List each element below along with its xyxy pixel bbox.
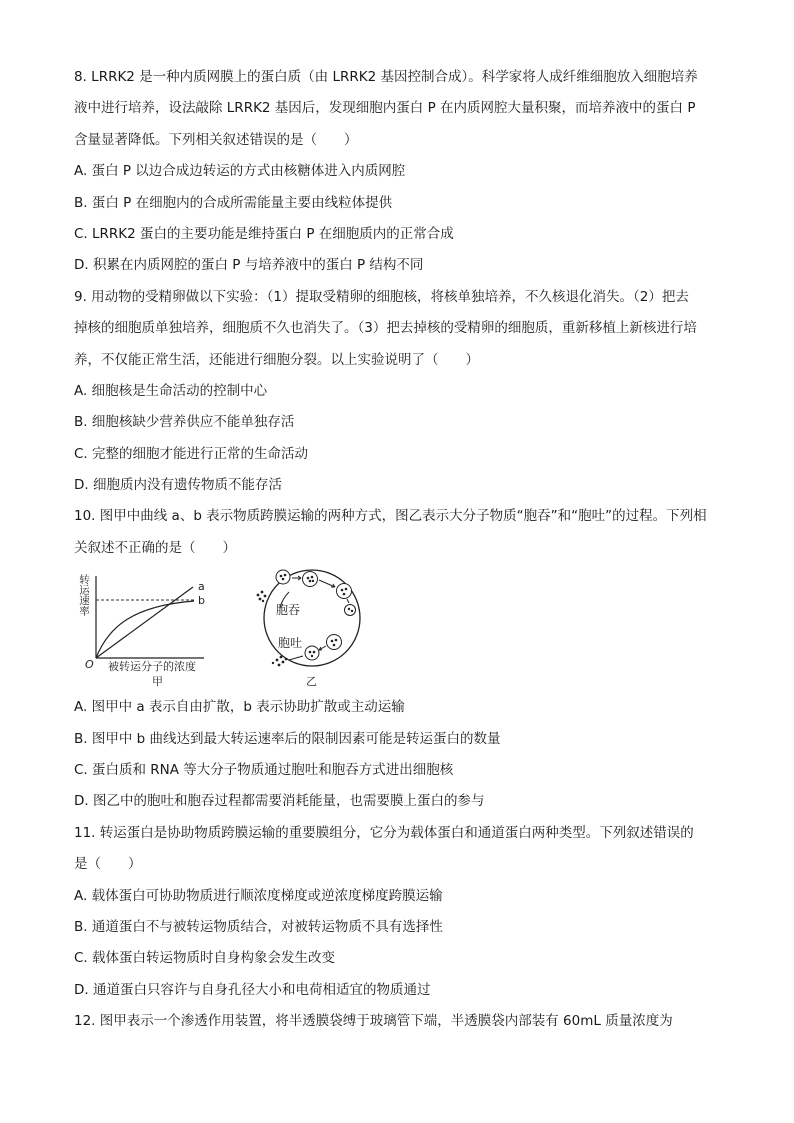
endocytosis-label: 胞吞 [276, 603, 301, 618]
option-a: A. 蛋白 P 以边合成边转运的方式由核糖体进入内质网腔 [74, 163, 406, 180]
endocytic-vesicle [345, 605, 356, 616]
option-c: C. 蛋白质和 RNA 等大分子物质通过胞吐和胞吞方式进出细胞核 [74, 762, 454, 779]
option-d: D. 通道蛋白只容许与自身孔径大小和电荷相适宜的物质通过 [74, 981, 431, 998]
option-d: D. 细胞质内没有遗传物质不能存活 [74, 477, 282, 494]
exocytic-vesicle [327, 635, 342, 650]
question-stem-line: 10. 图甲中曲线 a、b 表示物质跨膜运输的两种方式，图乙表示大分子物质“胞吞”和“胞吐”的过程。下列相 [74, 508, 707, 525]
arrow-icon [319, 580, 335, 587]
question-8 [74, 62, 724, 282]
option-c: C. 完整的细胞才能进行正常的生命活动 [74, 445, 309, 462]
extracellular-particles-top [257, 591, 267, 603]
x-axis-label: 被转运分子的浓度 [108, 660, 196, 674]
curve-b-label: b [198, 594, 205, 608]
exam-page [74, 62, 724, 1038]
question-stem-line: 含量显著降低。下列相关叙述错误的是（ ） [74, 131, 358, 148]
question-stem-line: 是（ ） [74, 856, 142, 873]
question-stem-line: 液中进行培养，设法敲除 LRRK2 基因后，发现细胞内蛋白 P 在内质网腔大量积聚，而培养液中的蛋白 P [74, 100, 696, 117]
endocytic-vesicle [337, 584, 352, 599]
option-c: C. 载体蛋白转运物质时自身构象会发生改变 [74, 950, 336, 967]
option-b: B. 图甲中 b 曲线达到最大转运速率后的限制因素可能是转运蛋白的数量 [74, 730, 501, 747]
question-stem-line: 8. LRRK2 是一种内质网膜上的蛋白质（由 LRRK2 基因控制合成）。科学家将人成纤维细胞放入细胞培养 [74, 69, 698, 85]
option-b: B. 通道蛋白不与被转运物质结合，对被转运物质不具有选择性 [74, 918, 443, 935]
question-stem-line: 养，不仅能正常生活，还能进行细胞分裂。以上实验说明了（ ） [74, 351, 479, 368]
figure-caption: 乙 [306, 675, 317, 689]
option-a: A. 图甲中 a 表示自由扩散，b 表示协助扩散或主动运输 [74, 699, 405, 716]
curve-a-label: a [198, 580, 205, 594]
endocytosis-pit [276, 570, 290, 584]
question-stem-line: 掉核的细胞质单独培养，细胞质不久也消失了。（3）把去掉核的受精卵的细胞质，重新移植上新核进行培 [74, 320, 697, 337]
curve-a [96, 587, 193, 658]
question-11 [74, 818, 724, 1006]
endocytic-vesicle [303, 572, 318, 587]
figure-caption: 甲 [152, 675, 163, 689]
option-a: A. 载体蛋白可协助物质进行顺浓度梯度或逆浓度梯度跨膜运输 [74, 887, 443, 904]
option-b: B. 细胞核缺少营养供应不能单独存活 [74, 414, 295, 431]
option-b: B. 蛋白 P 在细胞内的合成所需能量主要由线粒体提供 [74, 194, 393, 211]
exocytic-vesicle [305, 646, 319, 660]
origin-label: O [85, 658, 94, 672]
option-d: D. 积累在内质网腔的蛋白 P 与培养液中的蛋白 P 结构不同 [74, 257, 424, 274]
question-stem-line: 9. 用动物的受精卵做以下实验：（1）提取受精卵的细胞核，将核单独培养，不久核退化消失。（2）把去 [74, 288, 689, 305]
option-c: C. LRRK2 蛋白的主要功能是维持蛋白 P 在细胞质内的正常合成 [74, 225, 454, 242]
question-9 [74, 282, 724, 502]
arrow-icon [347, 599, 349, 603]
question-10 [74, 501, 724, 817]
question-stem-line: 11. 转运蛋白是协助物质跨膜运输的重要膜组分，它分为载体蛋白和通道蛋白两种类型。下列叙述错误的 [74, 824, 694, 841]
exocytosis-label: 胞吐 [278, 636, 303, 651]
figure-row [74, 568, 724, 690]
curve-b [96, 601, 194, 658]
option-d: D. 图乙中的胞吐和胞吞过程都需要消耗能量，也需要膜上蛋白的参与 [74, 793, 485, 810]
question-12 [74, 1006, 724, 1037]
y-axis-label: 转运速率 [78, 574, 90, 617]
question-stem-line: 12. 图甲表示一个渗透作用装置，将半透膜袋缚于玻璃管下端，半透膜袋内部装有 60mL 质量浓度为 [74, 1013, 673, 1030]
option-a: A. 细胞核是生命活动的控制中心 [74, 382, 268, 399]
figure-jia-graph [76, 568, 236, 690]
figure-yi-cell-diagram [256, 568, 386, 690]
arrow-icon [289, 656, 303, 660]
question-stem-line: 关叙述不正确的是（ ） [74, 539, 236, 556]
